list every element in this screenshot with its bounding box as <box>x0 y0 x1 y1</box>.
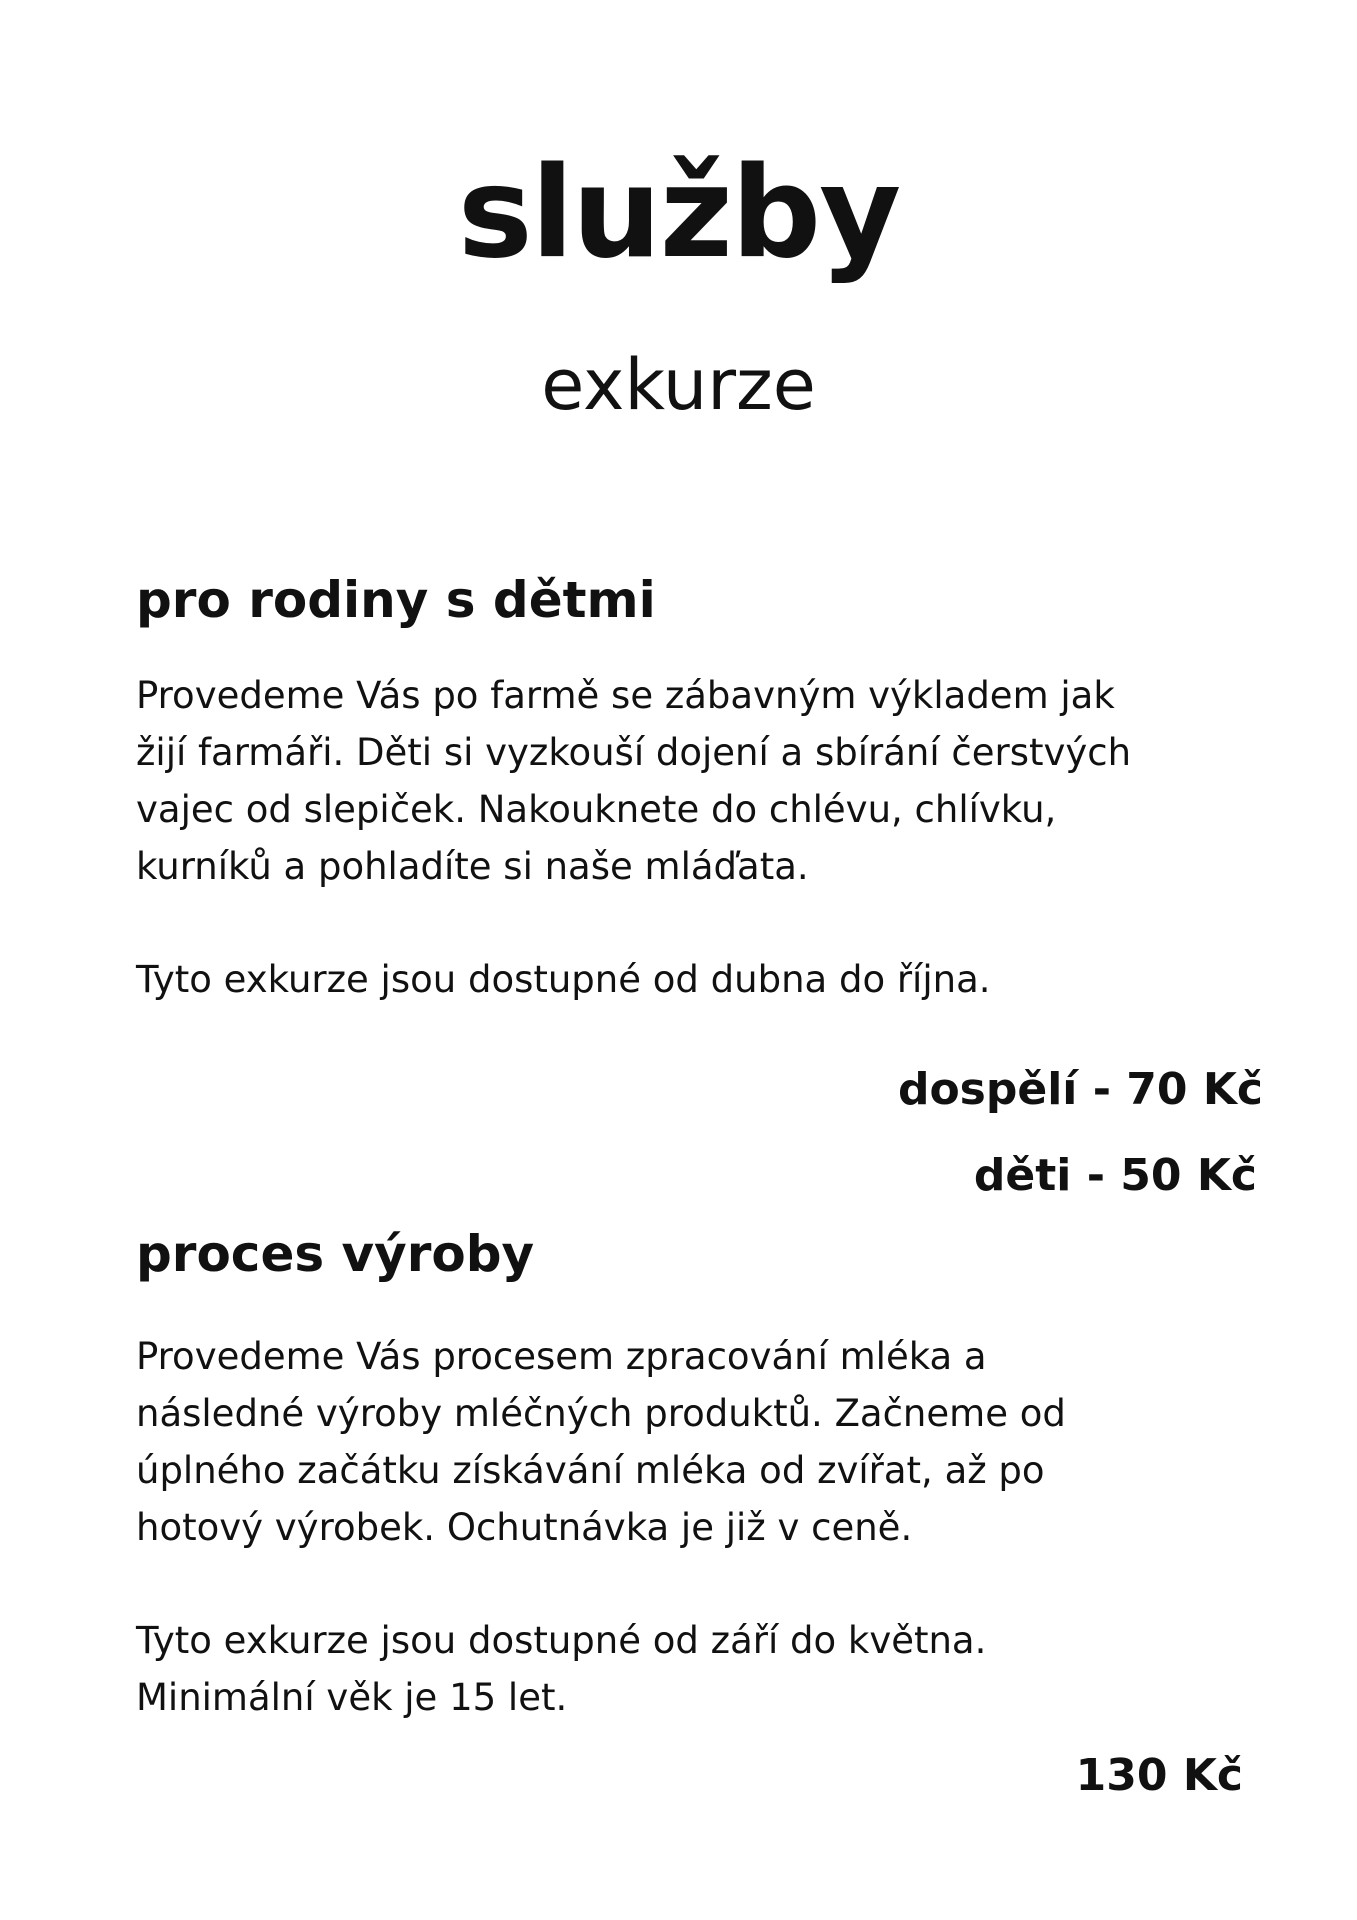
page-subtitle: exkurze <box>541 344 816 426</box>
description-line: žijí farmáři. Děti si vyzkouší dojení a sbírání čerstvých <box>136 731 1132 774</box>
price-production: 130 Kč <box>1075 1750 1243 1801</box>
availability-line: Minimální věk je 15 let. <box>136 1676 568 1719</box>
description-line: Provedeme Vás po farmě se zábavným výkladem jak <box>136 674 1115 717</box>
section-availability-families <box>136 951 1236 1008</box>
section-heading-production: proces výroby <box>136 1225 535 1283</box>
description-line: kurníků a pohladíte si naše mláďata. <box>136 845 809 888</box>
section-description-production <box>136 1328 1236 1556</box>
availability-line: Tyto exkurze jsou dostupné od dubna do října. <box>136 958 991 1001</box>
section-heading-families: pro rodiny s dětmi <box>136 571 656 629</box>
section-availability-production <box>136 1612 1236 1726</box>
section-description-families <box>136 667 1236 895</box>
price-adults: dospělí - 70 Kč <box>897 1064 1263 1115</box>
page-title: služby <box>457 139 900 286</box>
description-line: následné výroby mléčných produktů. Začneme od <box>136 1392 1066 1435</box>
description-line: vajec od slepiček. Nakouknete do chlévu, chlívku, <box>136 788 1057 831</box>
price-children: děti - 50 Kč <box>973 1150 1257 1201</box>
description-line: hotový výrobek. Ochutnávka je již v ceně. <box>136 1506 913 1549</box>
description-line: Provedeme Vás procesem zpracování mléka a <box>136 1335 987 1378</box>
description-line: úplného začátku získávání mléka od zvířat, až po <box>136 1449 1045 1492</box>
availability-line: Tyto exkurze jsou dostupné od září do května. <box>136 1619 987 1662</box>
